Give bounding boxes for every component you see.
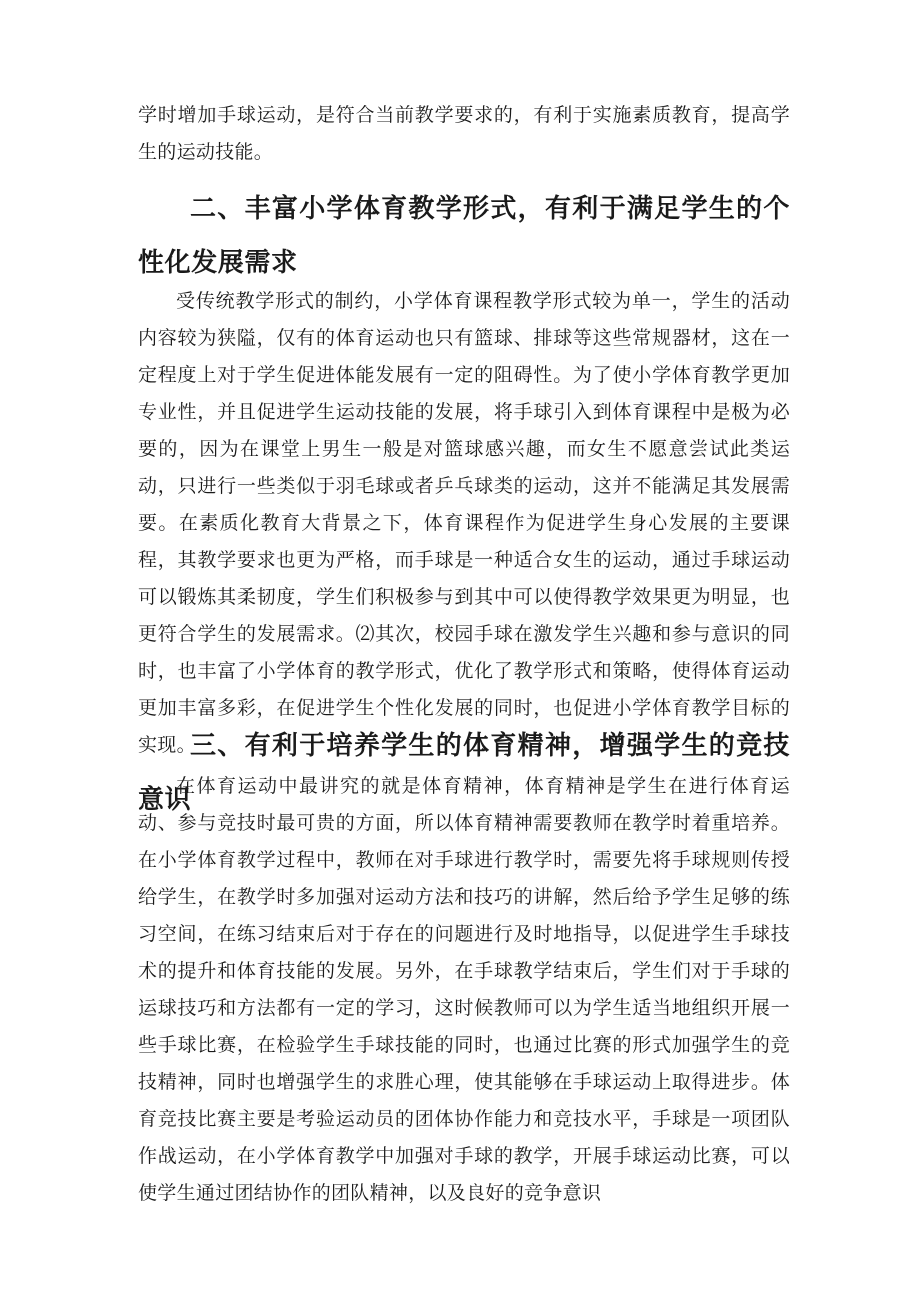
section-2-heading-block xyxy=(138,182,790,290)
paragraph-continuation xyxy=(138,97,790,171)
section-2-body-block xyxy=(138,283,790,764)
section-2-heading: 二、丰富小学体育教学形式，有利于满足学生的个性化发展需求 xyxy=(138,194,790,278)
section-2-body: 受传统教学形式的制约，小学体育课程教学形式较为单一，学生的活动内容较为狭隘，仅有的体育运动也只有篮球、排球等这些常规器材，这在一定程度上对于学生促进体能发展有一定的阻碍性。为了使小学体育教学更加专业性，并且促进学生运动技能的发展，将手球引入到体育课程中是极为必要的，因为在课堂上男生一般是对篮球感兴趣，而女生不愿意尝试此类运动，只进行一些类似于羽毛球或者乒乓球类的运动，这并不能满足其发展需要。在素质化教育大背景之下，体育课程作为促进学生身心发展的主要课程，其教学要求也更为严格，而手球是一种适合女生的运动，通过手球运动可以锻炼其柔韧度，学生们积极参与到其中可以使得教学效果更为明显，也更符合学生的发展需求。⑵其次，校园手球在激发学生兴趣和参与意识的同时，也丰富了小学体育的教学形式，优化了教学形式和策略，使得体育运动更加丰富多彩，在促进学生个性化发展的同时，也促进小学体育教学目标的实现。 xyxy=(138,290,790,756)
section-3-body-block xyxy=(138,768,790,1212)
section-3-body: 在体育运动中最讲究的就是体育精神，体育精神是学生在进行体育运动、参与竞技时最可贵的方面，所以体育精神需要教师在教学时着重培养。在小学体育教学过程中，教师在对手球进行教学时，需要先将手球规则传授给学生，在教学时多加强对运动方法和技巧的讲解，然后给予学生足够的练习空间，在练习结束后对于存在的问题进行及时地指导，以促进学生手球技术的提升和体育技能的发展。另外，在手球教学结束后，学生们对于手球的运球技巧和方法都有一定的学习，这时候教师可以为学生适当地组织开展一些手球比赛，在检验学生手球技能的同时，也通过比赛的形式加强学生的竞技精神，同时也增强学生的求胜心理，使其能够在手球运动上取得进步。体育竞技比赛主要是考验运动员的团体协作能力和竞技水平，手球是一项团队作战运动，在小学体育教学中加强对手球的教学，开展手球运动比赛，可以使学生通过团结协作的团队精神，以及良好的竞争意识 xyxy=(138,775,790,1204)
paragraph-continuation-text: 学时增加手球运动，是符合当前教学要求的，有利于实施素质教育，提高学生的运动技能。 xyxy=(138,104,790,163)
section-3-heading: 三、有利于培养学生的体育精神，增强学生的竞技意识 xyxy=(138,731,790,815)
